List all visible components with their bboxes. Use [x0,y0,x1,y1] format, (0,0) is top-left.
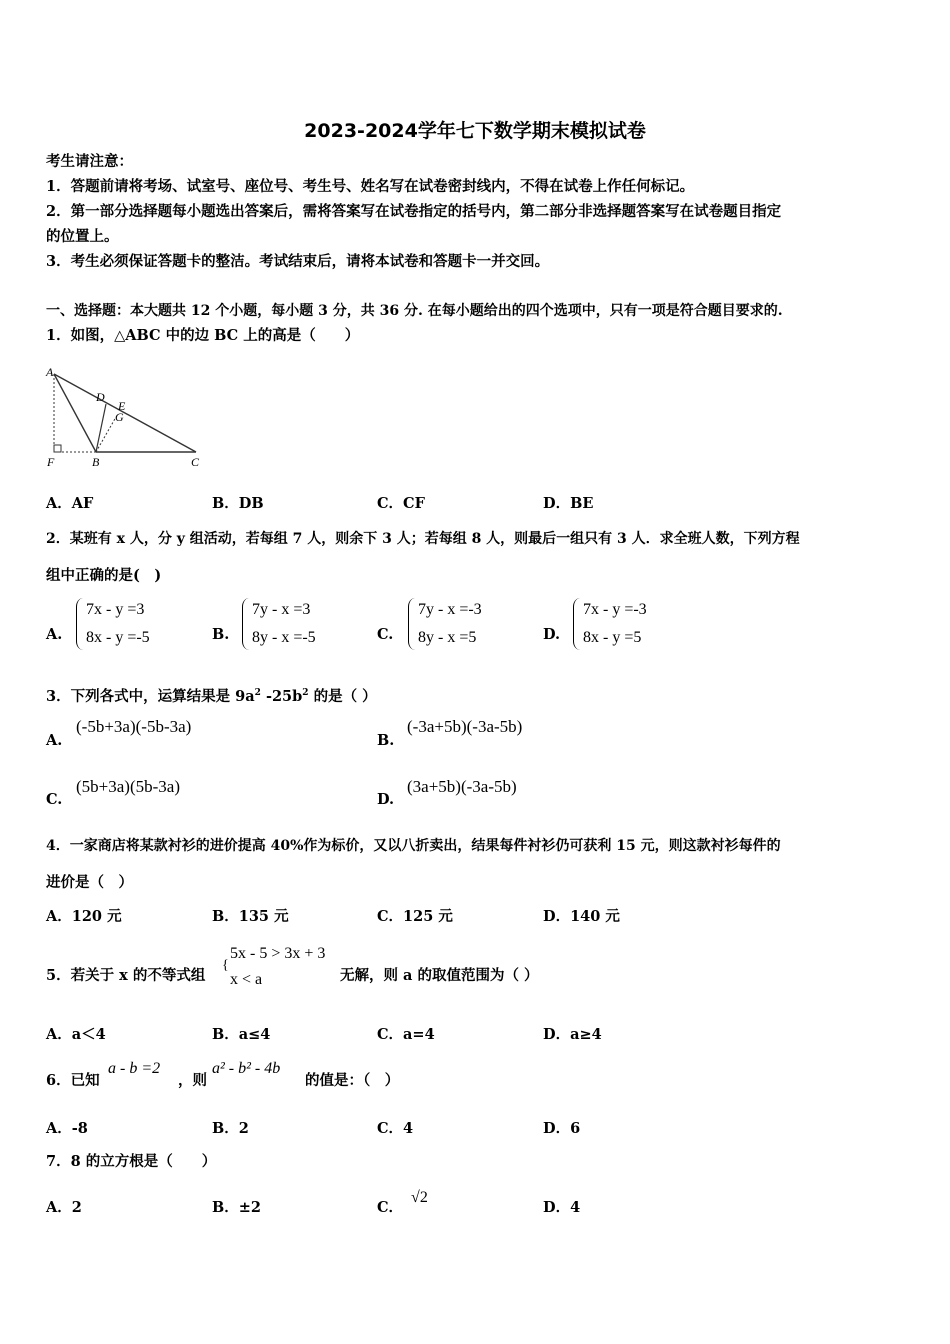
notice-item: 1．答题前请将考场、试室号、座位号、考生号、姓名写在试卷密封线内，不得在试卷上作任何标记。 [46,178,695,195]
q5-inequality-system [222,941,325,993]
q3-stem: 3．下列各式中，运算结果是 $9a^2$ $-25b^2$ 的是（ ） [46,687,377,705]
equation: 8y - x =-5 [252,629,316,646]
segment-BE [96,417,116,452]
equation: 7y - x =3 [252,601,311,618]
q1-stem: 1．如图，△ABC 中的边 BC 上的高是（ ） [46,327,360,344]
label-B: B [92,455,100,469]
q3-option-a-label[interactable]: A. [46,732,63,749]
q7-option-a[interactable]: A．2 [46,1199,82,1216]
q6-stem-mid: ，则 [178,1072,207,1089]
label-G: G [115,410,124,424]
section-heading: 一、选择题：本大题共 12 个小题，每小题 3 分，共 36 分. 在每小题给出的四个选项中，只有一项是符合题目要求的. [46,303,783,319]
q2-option-d-label[interactable]: D. [543,626,561,643]
q5-stem-cont: 无解，则 a 的取值范围为（ ） [340,967,539,984]
equation: 7y - x =-3 [418,601,482,618]
equation: 8x - y =-5 [86,629,150,646]
q6-option-c[interactable]: C．4 [377,1120,414,1137]
q6-expr-target: a² - b² - 4b [212,1060,281,1077]
segment-BD [96,404,106,452]
right-angle-mark [54,445,61,452]
inequality: 5x - 5 > 3x + 3 [230,945,326,962]
equation: 8x - y =5 [583,629,642,646]
equation: 7x - y =-3 [583,601,647,618]
q2-option-a-system[interactable] [76,596,150,652]
q5-stem: 5．若关于 x 的不等式组 [46,967,206,984]
brace-icon [76,598,83,650]
q7-stem: 7．8 的立方根是（ ） [46,1153,217,1170]
q2-stem-cont: 组中正确的是( ) [46,567,162,584]
q3-option-c-expr[interactable]: (5b+3a)(5b-3a) [76,777,180,796]
q4-stem: 4．一家商店将某款衬衫的进价提高 40%作为标价，又以八折卖出，结果每件衬衫仍可获利 15 元，则这款衬衫每件的 [46,838,781,854]
brace-icon: { [222,958,229,973]
q4-option-d[interactable]: D．140 元 [543,908,620,925]
sqrt-expr: √2 [411,1189,428,1206]
notice-item: 3．考生必须保证答题卡的整洁。考试结束后，请将本试卷和答题卡一并交回。 [46,253,550,270]
q6-stem: 6．已知 [46,1072,100,1089]
label-E: E [118,399,126,413]
q3-option-d-expr[interactable]: (3a+5b)(-3a-5b) [407,777,517,796]
q6-option-d[interactable]: D．6 [543,1120,581,1137]
q1-option-b[interactable]: B．DB [212,495,264,512]
equation: 7x - y =3 [86,601,145,618]
q4-option-a[interactable]: A．120 元 [46,908,122,925]
q3-option-b-label[interactable]: B. [377,732,395,749]
q2-stem: 2．某班有 x 人，分 y 组活动，若每组 7 人，则余下 3 人；若每组 8 人，则最后一组只有 3 人．求全班人数，下列方程 [46,531,800,547]
q6-option-b[interactable]: B．2 [212,1120,249,1137]
q5-option-a[interactable]: A．a＜4 [46,1026,106,1043]
q5-option-d[interactable]: D．a≥4 [543,1026,602,1043]
q6-option-a[interactable]: A．-8 [46,1120,88,1137]
q2-option-a-label[interactable]: A. [46,626,63,643]
q2-option-b-system[interactable] [242,596,316,652]
q7-option-b[interactable]: B．±2 [212,1199,261,1216]
q6-stem-end: 的值是：（ ） [305,1072,400,1089]
q1-option-a[interactable]: A．AF [46,495,94,512]
page-title: 2023-2024学年七下数学期末模拟试卷 [304,120,646,142]
q1-option-c[interactable]: C．CF [377,495,425,512]
label-D: D [96,390,105,404]
q3-option-c-label[interactable]: C. [46,791,63,808]
brace-icon [408,598,415,650]
label-F: F [47,455,55,469]
brace-icon [242,598,249,650]
notice-item: 2．第一部分选择题每小题选出答案后，需将答案写在试卷指定的括号内，第二部分非选择题答案写在试卷题目指定 [46,203,782,220]
q4-stem-cont: 进价是（ ） [46,874,133,891]
q2-option-b-label[interactable]: B. [212,626,230,643]
q3-option-b-expr[interactable]: (-3a+5b)(-3a-5b) [407,717,523,736]
q5-option-b[interactable]: B．a≤4 [212,1026,271,1043]
q4-option-b[interactable]: B．135 元 [212,908,289,925]
q5-option-c[interactable]: C．a=4 [377,1026,435,1043]
q2-option-c-system[interactable] [408,596,482,652]
q7-option-c[interactable]: C．√2 [377,1189,428,1216]
q6-expr-given: a - b =2 [108,1060,161,1077]
triangle-figure [44,362,214,472]
q3-option-d-label[interactable]: D. [377,791,395,808]
notice-heading: 考生请注意： [46,153,133,170]
q2-option-d-system[interactable] [573,596,647,652]
label-A: A [46,365,54,379]
brace-icon [573,598,580,650]
q1-option-d[interactable]: D．BE [543,495,594,512]
q2-option-c-label[interactable]: C. [377,626,394,643]
label-C: C [191,455,200,469]
equation: 8y - x =5 [418,629,477,646]
q4-option-c[interactable]: C．125 元 [377,908,453,925]
q7-option-d[interactable]: D．4 [543,1199,581,1216]
notice-item: 的位置上。 [46,228,119,245]
inequality: x < a [230,971,263,988]
q3-option-a-expr[interactable]: (-5b+3a)(-5b-3a) [76,717,192,736]
